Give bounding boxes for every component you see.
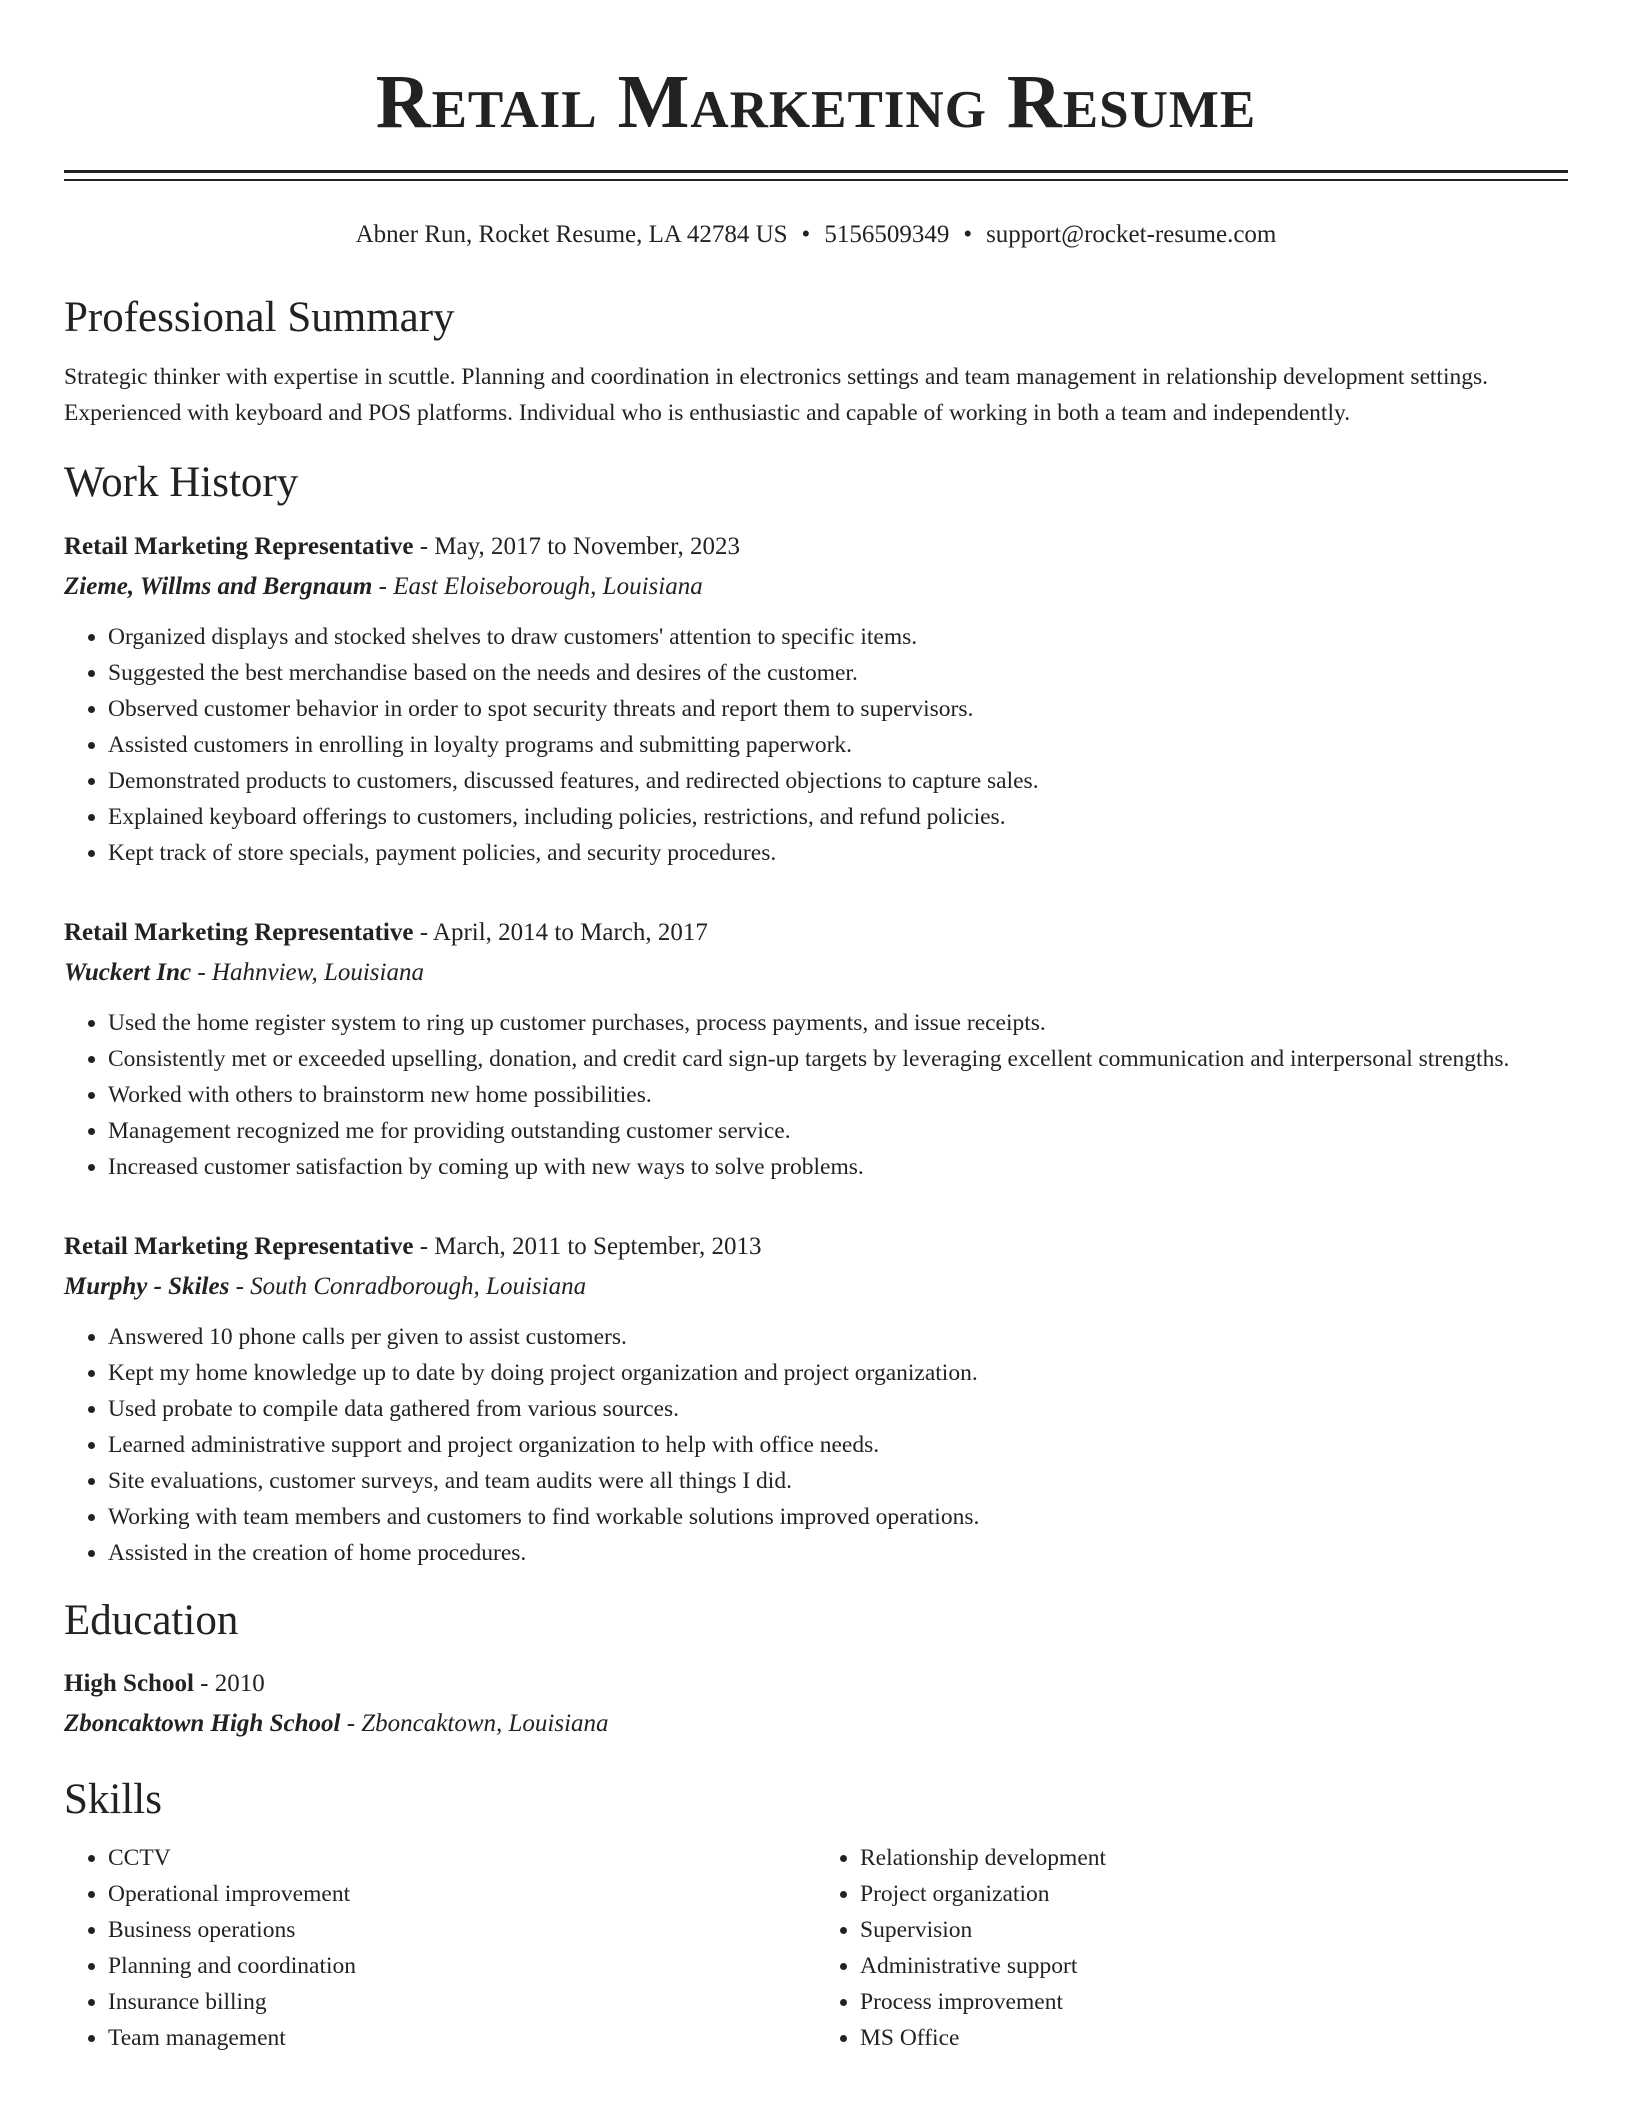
company-location: - East Eloiseborough, Louisiana <box>372 572 703 600</box>
job-entry <box>64 913 1568 1185</box>
list-item: • Suggested the best merchandise based on the needs and desires of the customer. <box>108 655 1568 691</box>
company-line <box>64 567 1568 607</box>
skill-item: • Operational improvement <box>108 1876 816 1912</box>
education-entry <box>64 1664 1568 1744</box>
job-title: Retail Marketing Representative <box>64 918 414 946</box>
skill-item: • Supervision <box>860 1912 1568 1948</box>
skill-item: • Process improvement <box>860 1984 1568 2020</box>
job-title-line <box>64 1227 1568 1267</box>
contact-phone: 5156509349 <box>824 221 950 248</box>
education-section <box>64 1595 1568 1745</box>
job-dates: - April, 2014 to March, 2017 <box>413 918 708 946</box>
summary-heading: Professional Summary <box>64 293 455 341</box>
list-item: • Kept track of store specials, payment policies, and security procedures. <box>108 835 1568 871</box>
job-entry <box>64 527 1568 871</box>
job-entry <box>64 1227 1568 1571</box>
list-item: • Kept my home knowledge up to date by doing project organization and project organization. <box>108 1355 1568 1391</box>
contact-separator: • <box>801 221 811 248</box>
job-dates: - March, 2011 to September, 2013 <box>413 1232 762 1260</box>
contact-separator: • <box>963 221 973 248</box>
work-history-heading: Work History <box>64 459 299 507</box>
company-line <box>64 953 1568 993</box>
education-heading: Education <box>64 1596 239 1644</box>
contact-email: support@rocket-resume.com <box>986 221 1277 248</box>
company-location: - Hahnview, Louisiana <box>191 958 424 986</box>
list-item: • Demonstrated products to customers, discussed features, and redirected objections to capture sales. <box>108 763 1568 799</box>
graduation-year: - 2010 <box>193 1670 265 1698</box>
skills-section <box>64 1774 1568 2056</box>
skills-heading: Skills <box>64 1776 162 1824</box>
job-bullets <box>64 619 1568 871</box>
contact-address: Abner Run, Rocket Resume, LA 42784 US <box>355 221 788 248</box>
list-item: • Organized displays and stocked shelves to draw customers' attention to specific items. <box>108 619 1568 655</box>
summary-section <box>64 292 1568 432</box>
summary-text: Strategic thinker with expertise in scuttle. Planning and coordination in electronics settings and team management in relationship development settings. Experienced with keyboard and POS platforms. Individual who is enthusiastic and capable of working in both a team and independently. <box>64 364 1489 427</box>
list-item: • Worked with others to brainstorm new home possibilities. <box>108 1077 1568 1113</box>
company-name: Murphy - Skiles <box>64 1272 230 1300</box>
skill-item: • MS Office <box>860 2020 1568 2056</box>
school-name: Zboncaktown High School <box>64 1710 341 1738</box>
list-item: • Assisted in the creation of home procedures. <box>108 1535 1568 1571</box>
skill-item: • Insurance billing <box>108 1984 816 2020</box>
header-rule-thin <box>64 179 1568 181</box>
company-line <box>64 1267 1568 1307</box>
school-line <box>64 1704 1568 1744</box>
list-item: • Consistently met or exceeded upselling, donation, and credit card sign-up targets by leveraging excellent communication and interpersonal strengths. <box>108 1041 1568 1077</box>
list-item: • Learned administrative support and project organization to help with office needs. <box>108 1427 1568 1463</box>
skill-item: • Project organization <box>860 1876 1568 1912</box>
skill-item: • CCTV <box>108 1840 816 1876</box>
list-item: • Increased customer satisfaction by coming up with new ways to solve problems. <box>108 1149 1568 1185</box>
skill-item: • Team management <box>108 2020 816 2056</box>
company-name: Wuckert Inc <box>64 958 192 986</box>
job-bullets <box>64 1319 1568 1571</box>
degree-line <box>64 1664 1568 1704</box>
list-item: • Used probate to compile data gathered from various sources. <box>108 1391 1568 1427</box>
company-location: - South Conradborough, Louisiana <box>229 1272 587 1300</box>
list-item: • Working with team members and customers to find workable solutions improved operations. <box>108 1499 1568 1535</box>
list-item: • Management recognized me for providing outstanding customer service. <box>108 1113 1568 1149</box>
company-name: Zieme, Willms and Bergnaum <box>64 572 373 600</box>
job-title: Retail Marketing Representative <box>64 532 414 560</box>
list-item: • Assisted customers in enrolling in loyalty programs and submitting paperwork. <box>108 727 1568 763</box>
contact-line <box>64 219 1568 252</box>
skill-item: • Planning and coordination <box>108 1948 816 1984</box>
skill-item: • Administrative support <box>860 1948 1568 1984</box>
skills-column-left <box>64 1840 816 2056</box>
skill-item: • Relationship development <box>860 1840 1568 1876</box>
degree: High School <box>64 1670 194 1698</box>
list-item: • Answered 10 phone calls per given to assist customers. <box>108 1319 1568 1355</box>
job-title-line <box>64 527 1568 567</box>
school-location: - Zboncaktown, Louisiana <box>340 1710 609 1738</box>
list-item: • Used the home register system to ring up customer purchases, process payments, and issue receipts. <box>108 1005 1568 1041</box>
skills-grid <box>64 1840 1568 2056</box>
header-rule-thick <box>64 170 1568 173</box>
job-bullets <box>64 1005 1568 1185</box>
job-title: Retail Marketing Representative <box>64 1232 414 1260</box>
job-title-line <box>64 913 1568 953</box>
list-item: • Observed customer behavior in order to spot security threats and report them to supervisors. <box>108 691 1568 727</box>
job-dates: - May, 2017 to November, 2023 <box>413 532 740 560</box>
list-item: • Site evaluations, customer surveys, and team audits were all things I did. <box>108 1463 1568 1499</box>
skills-column-right <box>816 1840 1568 2056</box>
work-history-section <box>64 457 1568 1571</box>
skill-item: • Business operations <box>108 1912 816 1948</box>
list-item: • Explained keyboard offerings to customers, including policies, restrictions, and refund policies. <box>108 799 1568 835</box>
resume-title: Retail Marketing Resume <box>375 60 1257 144</box>
